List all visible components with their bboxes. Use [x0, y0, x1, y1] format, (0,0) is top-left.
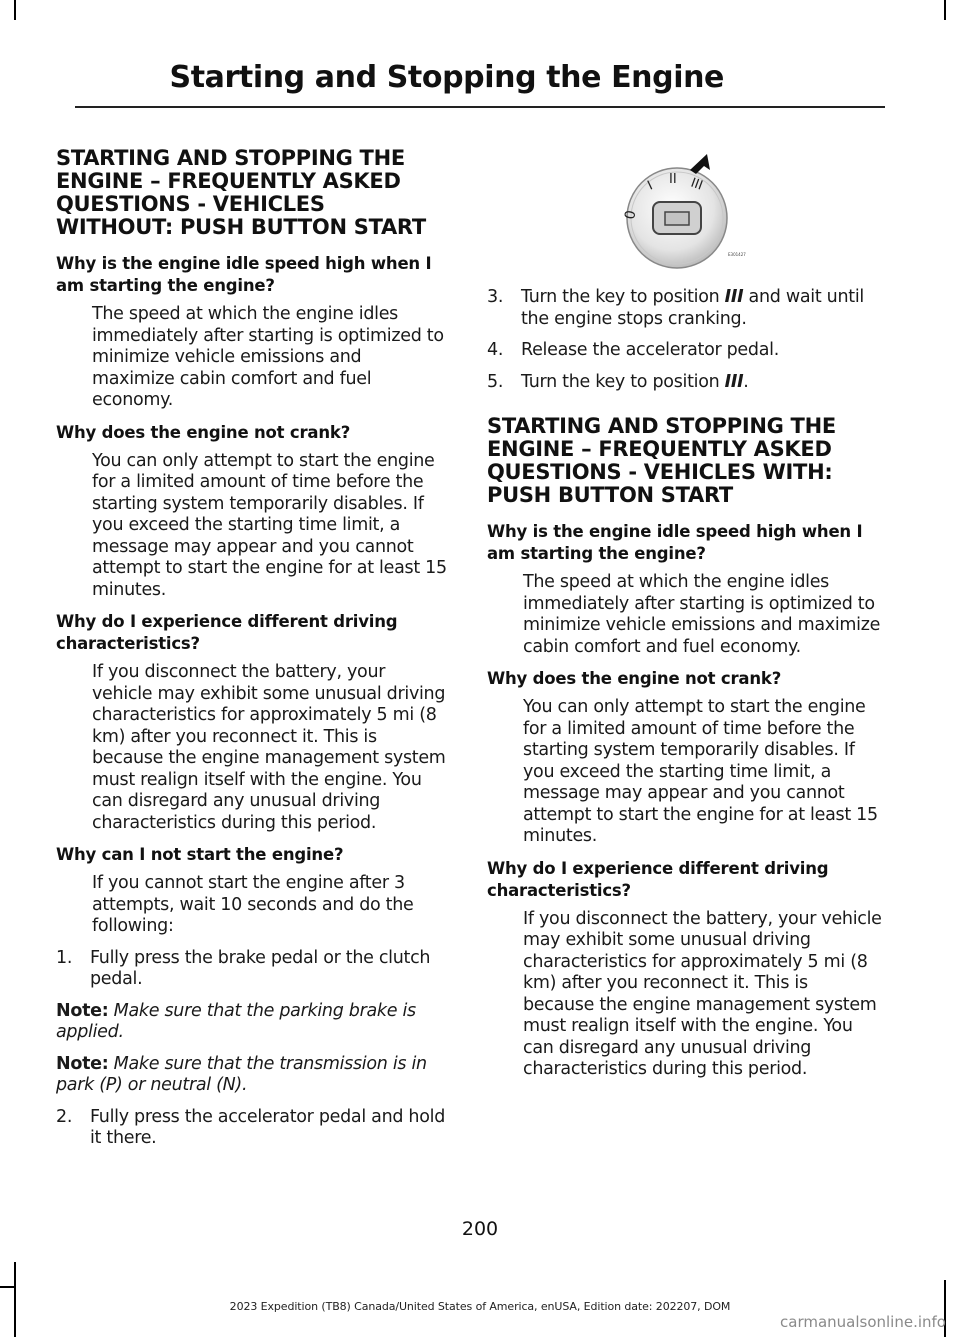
faq-answer: You can only attempt to start the engine for a limited amount of time before the starting system temporarily disables. If you exceed the starting time limit, a message may appear and you cannot attempt to start the engine for at least 15 minutes. — [523, 697, 878, 846]
note-label: Note: — [56, 1000, 109, 1021]
faq-question: Why do I experience different driving characteristics? — [56, 612, 398, 653]
right-steps — [487, 287, 882, 403]
step-number: 1. — [56, 947, 73, 968]
step-number: 5. — [487, 371, 504, 392]
right-column — [487, 415, 882, 1091]
step-5 — [487, 372, 882, 394]
section-title-without-push-button: STARTING AND STOPPING THE ENGINE – FREQUENTLY ASKED QUESTIONS - VEHICLES WITHOUT: PUSH BUTTON START — [56, 146, 426, 239]
crop-mark-top-left — [14, 0, 16, 20]
position-label-2: II — [669, 172, 677, 187]
faq-answer: If you disconnect the battery, your vehicle may exhibit some unusual driving characteristics for approximately 5 mi (8 km) after you reconnect it. This is because the engine management system must realign itself with the engine. You can disregard any unusual driving characteristics during this period. — [92, 662, 446, 833]
crop-mark-top-right — [944, 0, 946, 20]
step-text: Fully press the brake pedal or the clutch pedal. — [90, 947, 431, 989]
note-text: Make sure that the parking brake is applied. — [56, 1000, 416, 1042]
arrow-icon — [690, 154, 710, 174]
faq-answer: You can only attempt to start the engine for a limited amount of time before the starting system temporarily disables. If you exceed the starting time limit, a message may appear and you cannot attempt to start the engine for at least 15 minutes. — [92, 450, 447, 600]
step-number: 4. — [487, 340, 504, 360]
note-parking-brake — [56, 1001, 448, 1044]
step-text: Turn the key to position III. — [521, 371, 749, 392]
position-label-3: III — [688, 175, 705, 194]
key-position: III — [724, 371, 744, 392]
note-transmission — [56, 1054, 448, 1097]
note-label: Note: — [56, 1053, 109, 1074]
header-divider — [75, 106, 885, 108]
section-title-with-push-button: STARTING AND STOPPING THE ENGINE – FREQUENTLY ASKED QUESTIONS - VEHICLES WITH: PUSH BUTTON START — [487, 414, 836, 507]
note-text: Make sure that the transmission is in park (P) or neutral (N). — [56, 1053, 427, 1095]
step-text: Release the accelerator pedal. — [521, 340, 779, 360]
faq-question: Why is the engine idle speed high when I am starting the engine? — [487, 522, 863, 563]
faq-question: Why does the engine not crank? — [487, 669, 782, 688]
page-title: Starting and Stopping the Engine — [169, 60, 724, 95]
step-4 — [487, 340, 882, 362]
watermark: carmanualsonline.info — [780, 1313, 946, 1331]
faq-answer: The speed at which the engine idles immediately after starting is optimized to minimize vehicle emissions and maximize cabin comfort and fuel economy. — [523, 572, 881, 657]
position-label-0: 0 — [622, 209, 640, 221]
step-3 — [487, 287, 882, 330]
edition-info: 2023 Expedition (TB8) Canada/United States of America, enUSA, Edition date: 202207, DOM — [229, 1300, 731, 1313]
ignition-switch-illustration — [612, 152, 762, 272]
faq-question: Why can I not start the engine? — [56, 845, 344, 864]
step-1 — [56, 948, 448, 991]
faq-answer: If you disconnect the battery, your vehicle may exhibit some unusual driving characteristics for approximately 5 mi (8 km) after you reconnect it. This is because the engine management system must realign itself with the engine. You can disregard any unusual driving characteristics during this period. — [523, 908, 882, 1079]
faq-question: Why does the engine not crank? — [56, 422, 351, 442]
crop-mark-bottom-left-h — [0, 1286, 16, 1288]
step-text: Turn the key to position III and wait until the engine stops cranking. — [521, 287, 864, 329]
step-text: Fully press the accelerator pedal and hold it there. — [90, 1106, 446, 1148]
page-number: 200 — [461, 1218, 499, 1240]
faq-question: Why is the engine idle speed high when I am starting the engine? — [56, 254, 432, 295]
step-number: 2. — [56, 1106, 73, 1127]
faq-answer: The speed at which the engine idles immediately after starting is optimized to minimize vehicle emissions and maximize cabin comfort and fuel economy. — [92, 304, 444, 410]
step-number: 3. — [487, 287, 504, 307]
faq-answer: If you cannot start the engine after 3 attempts, wait 10 seconds and do the following: — [92, 873, 414, 936]
position-label-1: I — [645, 178, 656, 194]
step-2 — [56, 1107, 448, 1150]
key-position: III — [724, 287, 744, 307]
left-column — [56, 147, 448, 1160]
faq-question: Why do I experience different driving characteristics? — [487, 858, 829, 900]
illustration-code: E301427 — [728, 252, 746, 257]
